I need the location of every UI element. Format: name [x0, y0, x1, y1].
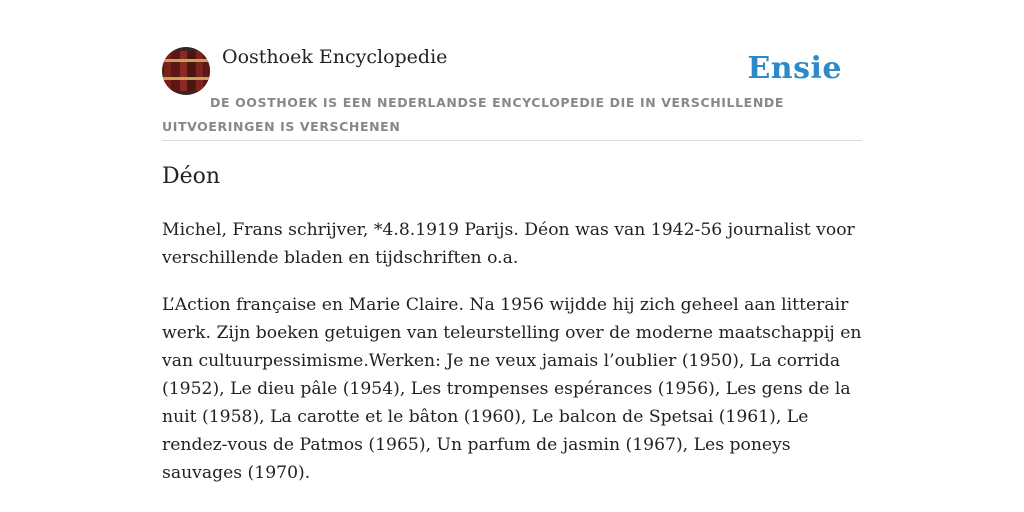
- encyclopedia-books-icon[interactable]: [162, 47, 210, 95]
- site-title[interactable]: Oosthoek Encyclopedie: [222, 46, 448, 68]
- brand-logo[interactable]: Ensie: [747, 51, 842, 86]
- article-paragraph-1: Michel, Frans schrijver, *4.8.1919 Parijs. Déon was van 1942-56 journalist voor verschillende bladen en tijdschriften o.a.: [162, 220, 855, 268]
- site-header: [162, 46, 862, 141]
- article-paragraph-2: L’Action française en Marie Claire. Na 1956 wijdde hij zich geheel aan litterair werk. Zijn boeken getuigen van teleurstelling over de moderne maatschappij en van cultuurpessimisme.Werken: Je ne veux jamais l’oublier (1950), La corrida (1952), Le dieu pâle (1954), Les trompenses espérances (1956), Les gens de la nuit (1958), La carotte et le bâton (1960), Le balcon de Spetsai (1961), Le rendez-vous de Patmos (1965), Un parfum de jasmin (1967), Les poneys sauvages (1970).: [162, 295, 862, 483]
- site-tagline: DE OOSTHOEK IS EEN NEDERLANDSE ENCYCLOPEDIE DIE IN VERSCHILLENDE UITVOERINGEN IS VERSCHENEN: [162, 95, 784, 134]
- article-title: Déon: [162, 164, 221, 189]
